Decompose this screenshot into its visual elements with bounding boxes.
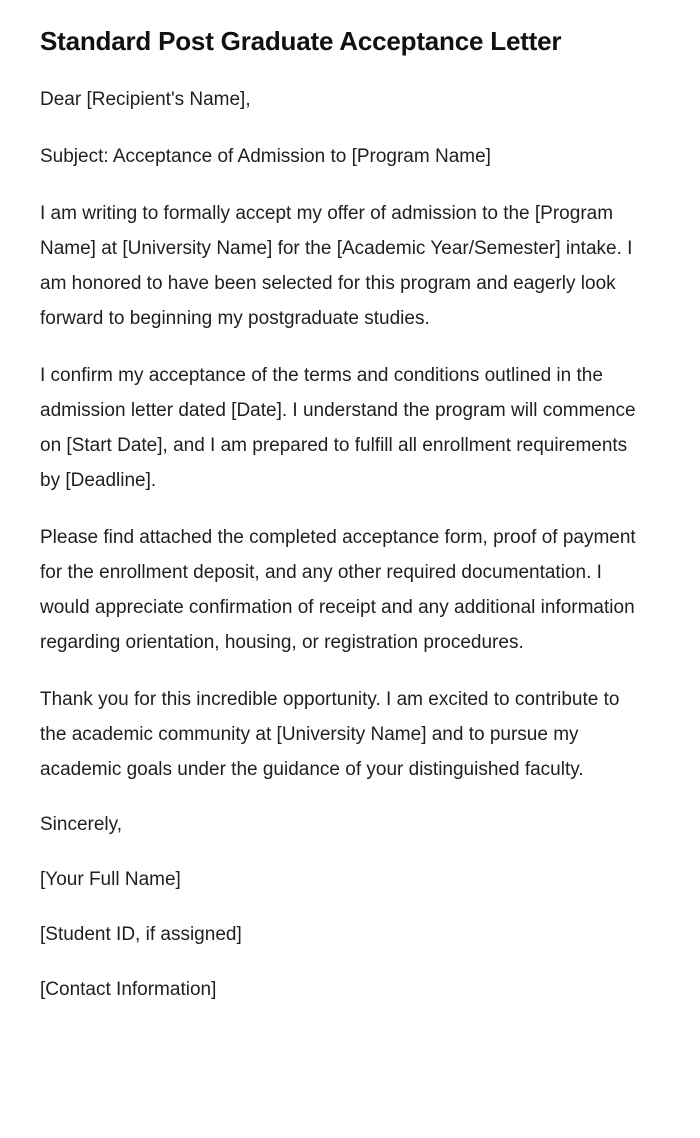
- signature-contact-information: [Contact Information]: [40, 979, 217, 1000]
- body-paragraph-4: Thank you for this incredible opportunity. I am excited to contribute to the academic community at [University Name] and to pursue my academic goals under the guidance of your distinguished faculty.: [40, 689, 620, 780]
- body-paragraph-2: I confirm my acceptance of the terms and conditions outlined in the admission letter dated [Date]. I understand the program will commence on [Start Date], and I am prepared to fulfill all enrollment requirements by [Deadline].: [40, 365, 636, 491]
- signature-student-id: [Student ID, if assigned]: [40, 924, 242, 945]
- page-title: Standard Post Graduate Acceptance Letter: [40, 26, 562, 56]
- body-paragraph-3: Please find attached the completed acceptance form, proof of payment for the enrollment deposit, and any other required documentation. I would appreciate confirmation of receipt and any additional information regarding orientation, housing, or registration procedures.: [40, 527, 636, 653]
- subject-line: Subject: Acceptance of Admission to [Program Name]: [40, 146, 491, 167]
- body-paragraph-1: I am writing to formally accept my offer of admission to the [Program Name] at [University Name] for the [Academic Year/Semester] intake. I am honored to have been selected for this program and eagerly look forward to beginning my postgraduate studies.: [40, 203, 633, 329]
- signature-block: [40, 842, 660, 1047]
- signature-full-name: [Your Full Name]: [40, 869, 181, 890]
- closing-line: Sincerely,: [40, 814, 123, 835]
- salutation-line: Dear [Recipient's Name],: [40, 89, 251, 110]
